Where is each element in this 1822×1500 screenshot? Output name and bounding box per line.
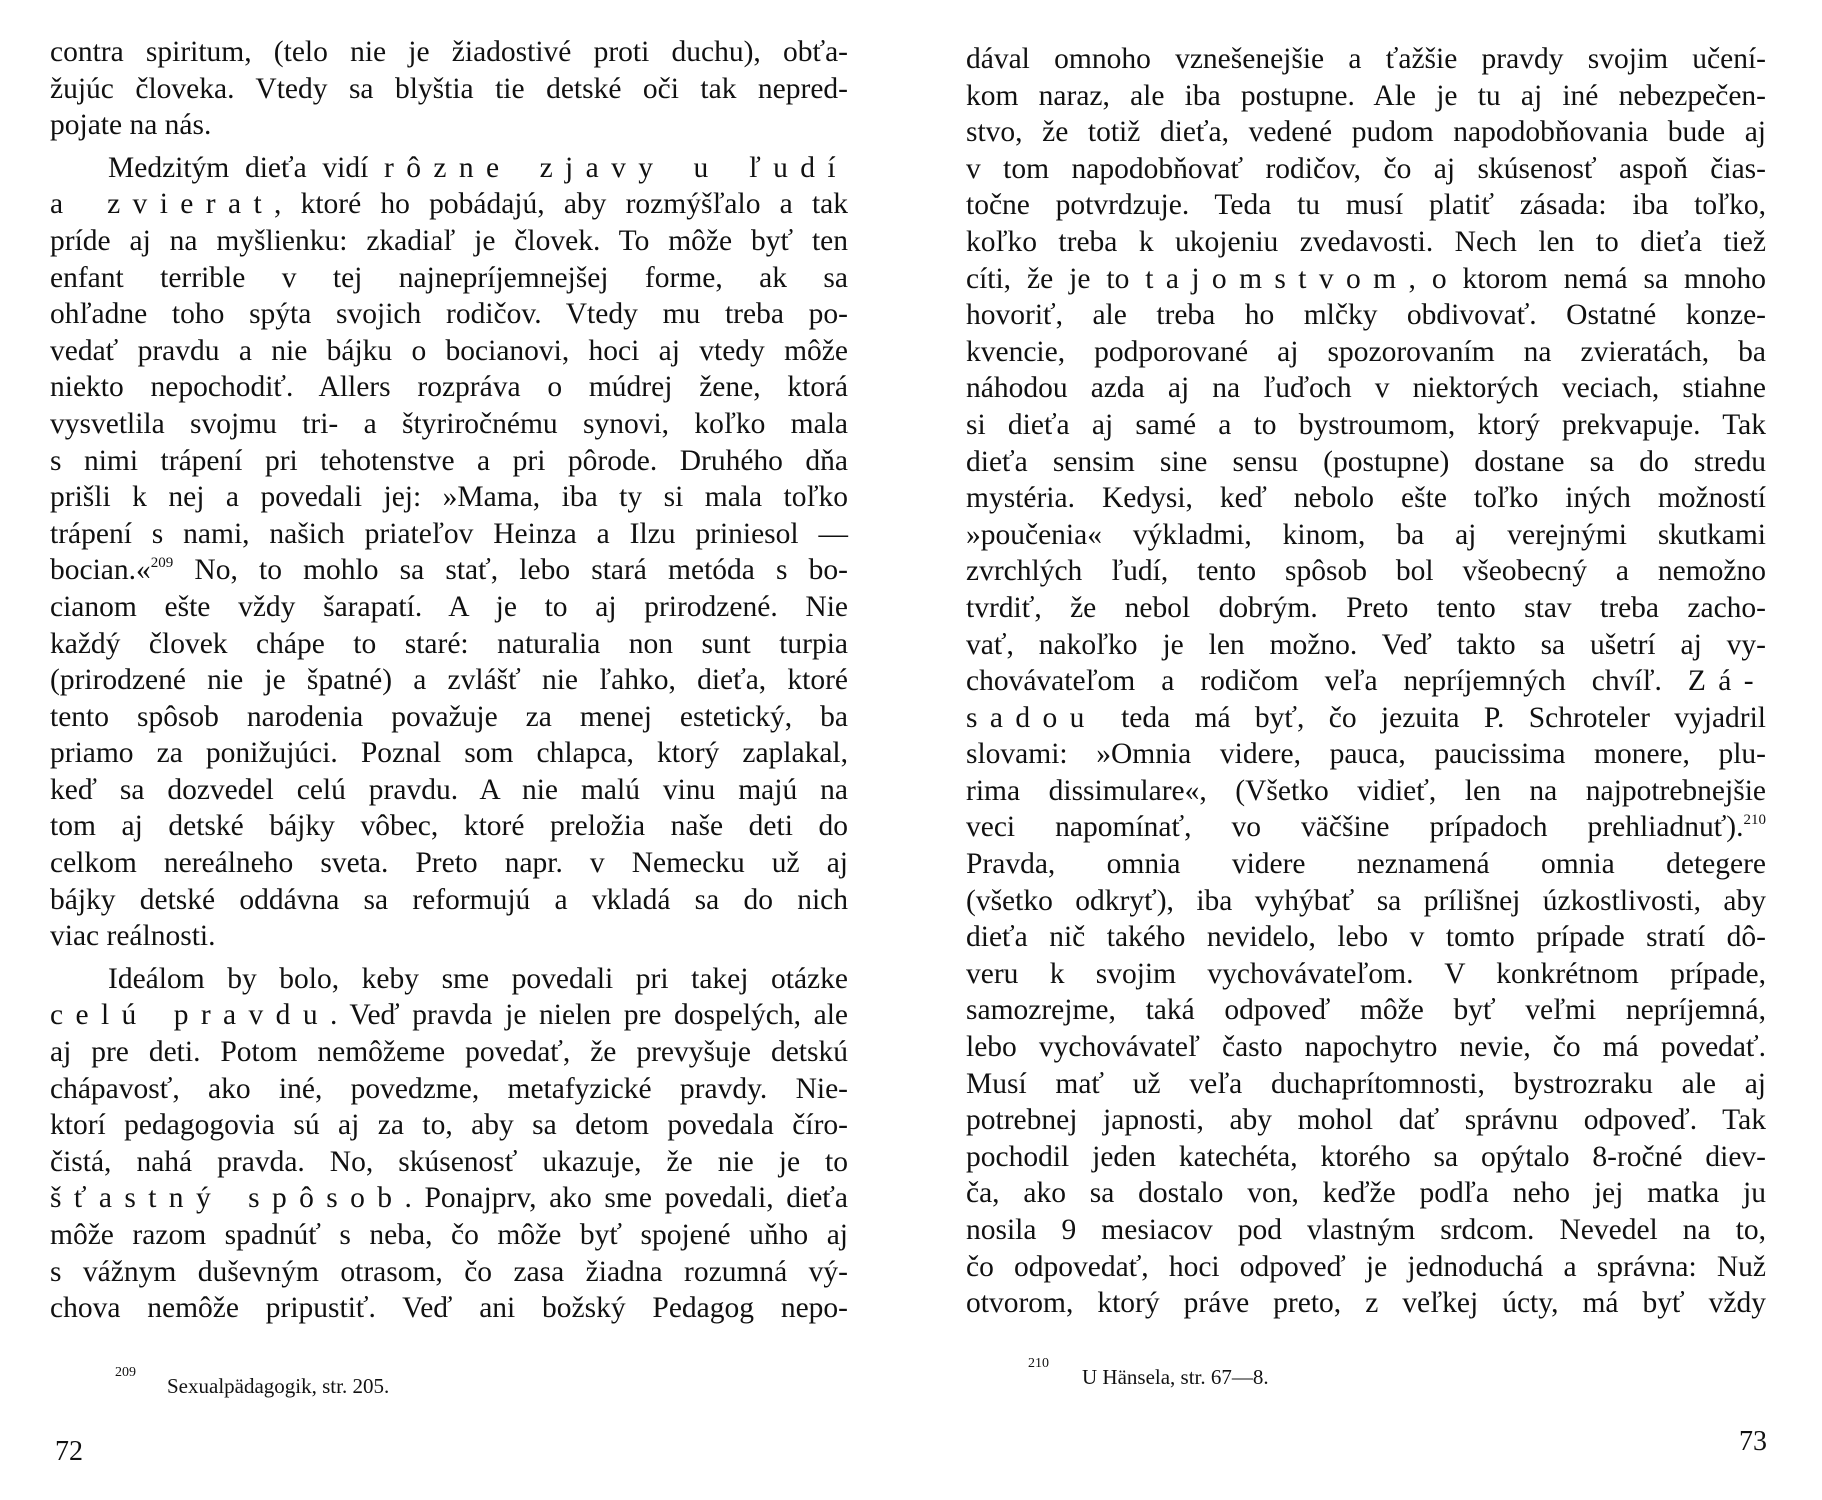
text-line: žujúc človeka. Vtedy sa blyštia tie detské oči tak nepred- — [50, 72, 848, 105]
text-line: a zvierat, ktoré ho pobádajú, aby rozmýšľalo a tak — [50, 188, 848, 221]
text-line: vedať pravdu a nie bájku o bocianovi, hoci aj vtedy môže — [50, 334, 848, 367]
text-line: ktorí pedagogovia sú aj za to, aby sa detom povedala číro- — [50, 1109, 848, 1142]
text-line: veru k svojim vychovávateľom. V konkrétnom prípade, — [966, 957, 1766, 990]
left-page-body-text — [50, 34, 848, 1327]
text-line: kvencie, podporované aj spozorovaním na zvieratách, ba — [966, 335, 1766, 368]
text-line: šťastný spôsob. Ponajprv, ako sme povedali, dieťa — [50, 1182, 848, 1215]
text-line: enfant terrible v tej najnepríjemnejšej forme, ak sa — [50, 261, 848, 294]
text-line: kom naraz, ale iba postupne. Ale je tu aj iné nebezpečen- — [966, 79, 1766, 112]
text-line: chovávateľom a rodičom veľa nepríjemných chvíľ. Zá- — [966, 665, 1766, 698]
text-line: pochodil jeden katechéta, ktorého sa opýtalo 8-ročné diev- — [966, 1140, 1766, 1173]
text-line: náhodou azda aj na ľuďoch v niektorých veciach, stiahne — [966, 372, 1766, 405]
page-number: 72 — [55, 1436, 83, 1467]
footnote-number: 209 — [115, 1365, 136, 1380]
text-line: bocian.«$^{209}$ No, to mohlo sa stať, lebo stará metóda s bo- — [50, 554, 848, 587]
text-line: tvrdiť, že nebol dobrým. Preto tento stav treba zacho- — [966, 591, 1766, 624]
text-line: s vážnym duševným otrasom, čo zasa žiadna rozumná vý- — [50, 1255, 848, 1288]
text-line: tom aj detské bájky vôbec, ktoré preložia naše deti do — [50, 810, 848, 843]
text-line: tento spôsob narodenia považuje za menej estetický, ba — [50, 700, 848, 733]
text-line: príde aj na myšlienku: zkadiaľ je človek. To môže byť ten — [50, 224, 848, 257]
text-line: bájky detské oddávna sa reformujú a vkladá sa do nich — [50, 883, 848, 916]
text-line: cianom ešte vždy šarapatí. A je to aj prirodzené. Nie — [50, 590, 848, 623]
text-line: dieťa nič takého nevidelo, lebo v tomto prípade stratí dô- — [966, 921, 1766, 954]
text-line: si dieťa aj samé a to bystroumom, ktorý prekvapuje. Tak — [966, 408, 1766, 441]
text-line: Pravda, omnia videre neznamená omnia detegere — [966, 848, 1766, 881]
text-line: rima dissimulare«, (Všetko vidieť, len na najpotrebnejšie — [966, 774, 1766, 807]
footnote-number: 210 — [1028, 1356, 1049, 1371]
text-line: vysvetlila svojmu tri- a štyriročnému synovi, koľko mala — [50, 407, 848, 440]
text-line: otvorom, ktorý práve preto, z veľkej úcty, má byť vždy — [966, 1287, 1766, 1320]
text-line: veci napomínať, vo väčšine prípadoch prehliadnuť).$^{210}$ — [966, 811, 1766, 844]
text-line: niekto nepochodiť. Allers rozpráva o múdrej žene, ktorá — [50, 371, 848, 404]
text-line: potrebnej japnosti, aby mohol dať správnu odpoveď. Tak — [966, 1104, 1766, 1137]
text-line: čo odpovedať, hoci odpoveď je jednoduchá a správna: Nuž — [966, 1250, 1766, 1283]
text-line: Ideálom by bolo, keby sme povedali pri takej otázke — [108, 962, 848, 995]
text-line: pojate na nás. — [50, 109, 212, 142]
text-line: chápavosť, ako iné, povedzme, metafyzické pravdy. Nie- — [50, 1072, 848, 1105]
text-line: slovami: »Omnia videre, pauca, paucissima monere, plu- — [966, 738, 1766, 771]
emphasized-spaced-text: sadou — [966, 701, 1097, 734]
emphasized-spaced-text: Zá- — [1687, 665, 1766, 698]
text-line: keď sa dozvedel celú pravdu. A nie malú vinu majú na — [50, 773, 848, 806]
footnote-reference: 209 — [150, 555, 174, 572]
text-line: môže razom spadnúť s neba, čo môže byť spojené uňho aj — [50, 1219, 848, 1251]
text-line: mystéria. Kedysi, keď nebolo ešte toľko iných možností — [966, 482, 1766, 515]
text-line: Musí mať už veľa duchaprítomnosti, bystrozraku ale aj — [966, 1067, 1766, 1100]
text-line: sadou teda má byť, čo jezuita P. Schroteler vyjadril — [966, 701, 1766, 734]
text-line: cíti, že je to tajomstvom, o ktorom nemá sa mnoho — [966, 262, 1766, 295]
text-line: točne potvrdzuje. Teda tu musí platiť zásada: iba toľko, — [966, 189, 1766, 222]
right-page — [911, 0, 1822, 1500]
text-line: viac reálnosti. — [50, 920, 216, 953]
text-line: celú pravdu. Veď pravda je nielen pre dospelých, ale — [50, 999, 848, 1032]
page-number: 73 — [1739, 1426, 1767, 1457]
text-line: každý človek chápe to staré: naturalia non sunt turpia — [50, 627, 848, 660]
text-line: stvo, že totiž dieťa, vedené pudom napodobňovania bude aj — [966, 116, 1766, 149]
text-line: vať, nakoľko je len možno. Veď takto sa ušetrí aj vy- — [966, 628, 1766, 661]
text-line: contra spiritum, (telo nie je žiadostivé proti duchu), obťa- — [50, 36, 848, 68]
footnote-text: U Hänsela, str. 67—8. — [1082, 1365, 1269, 1389]
text-line: (prirodzené nie je špatné) a zvlášť nie ľahko, dieťa, ktoré — [50, 664, 848, 697]
text-line: nosila 9 mesiacov pod vlastným srdcom. Nevedel na to, — [966, 1214, 1766, 1246]
text-line: zvrchlých ľudí, tento spôsob bol všeobecný a nemožno — [966, 555, 1766, 588]
text-line: celkom nereálneho sveta. Preto napr. v Nemecku už aj — [50, 847, 848, 880]
footnote-reference: 210 — [1743, 812, 1766, 829]
text-line: Medzitým dieťa vidí rôzne zjavy u ľudí — [108, 151, 848, 184]
text-line: ča, ako sa dostalo von, keďže podľa neho jej matka ju — [966, 1177, 1766, 1210]
text-line: ohľadne toho spýta svojich rodičov. Vtedy mu treba po- — [50, 298, 848, 331]
text-line: (všetko odkryť), iba vyhýbať sa prílišnej úzkostlivosti, aby — [966, 884, 1766, 917]
text-line: samozrejme, taká odpoveď môže byť veľmi nepríjemná, — [966, 994, 1766, 1027]
text-line: prišli k nej a povedali jej: »Mama, iba ty si mala toľko — [50, 481, 848, 514]
text-line: čistá, nahá pravda. No, skúsenosť ukazuje, že nie je to — [50, 1145, 848, 1178]
right-page-body-text — [966, 41, 1766, 1322]
text-line: aj pre deti. Potom nemôžeme povedať, že prevyšuje detskú — [50, 1036, 848, 1069]
emphasized-spaced-text: rôzne zjavy u ľudí — [384, 151, 848, 184]
footnote-text: Sexualpädagogik, str. 205. — [167, 1374, 390, 1398]
text-line: v tom napodobňovať rodičov, čo aj skúsenosť aspoň čias- — [966, 152, 1766, 185]
text-line: hovoriť, ale treba ho mlčky obdivovať. Ostatné konze- — [966, 299, 1766, 332]
emphasized-spaced-text: celú pravdu — [50, 999, 330, 1032]
emphasized-spaced-text: tajomstvom — [1145, 262, 1409, 295]
text-line: dával omnoho vznešenejšie a ťažšie pravdy svojim učení- — [966, 43, 1766, 75]
text-line: s nimi trápení pri tehotenstve a pri pôrode. Druhého dňa — [50, 444, 848, 477]
emphasized-spaced-text: šťastný spôsob — [50, 1182, 405, 1215]
emphasized-spaced-text: a zvierat — [50, 188, 275, 221]
text-line: trápení s nami, našich priateľov Heinza a Ilzu priniesol — — [50, 517, 848, 550]
text-line: lebo vychovávateľ často napochytro nevie, čo má povedať. — [966, 1031, 1766, 1064]
text-line: dieťa sensim sine sensu (postupne) dostane sa do stredu — [966, 445, 1766, 478]
text-line: koľko treba k ukojeniu zvedavosti. Nech len to dieťa tiež — [966, 225, 1766, 258]
text-line: chova nemôže pripustiť. Veď ani božský Pedagog nepo- — [50, 1292, 848, 1325]
text-line: »poučenia« výkladmi, kinom, ba aj verejnými skutkami — [966, 518, 1766, 551]
text-line: priamo za ponižujúci. Poznal som chlapca, ktorý zaplakal, — [50, 737, 848, 770]
